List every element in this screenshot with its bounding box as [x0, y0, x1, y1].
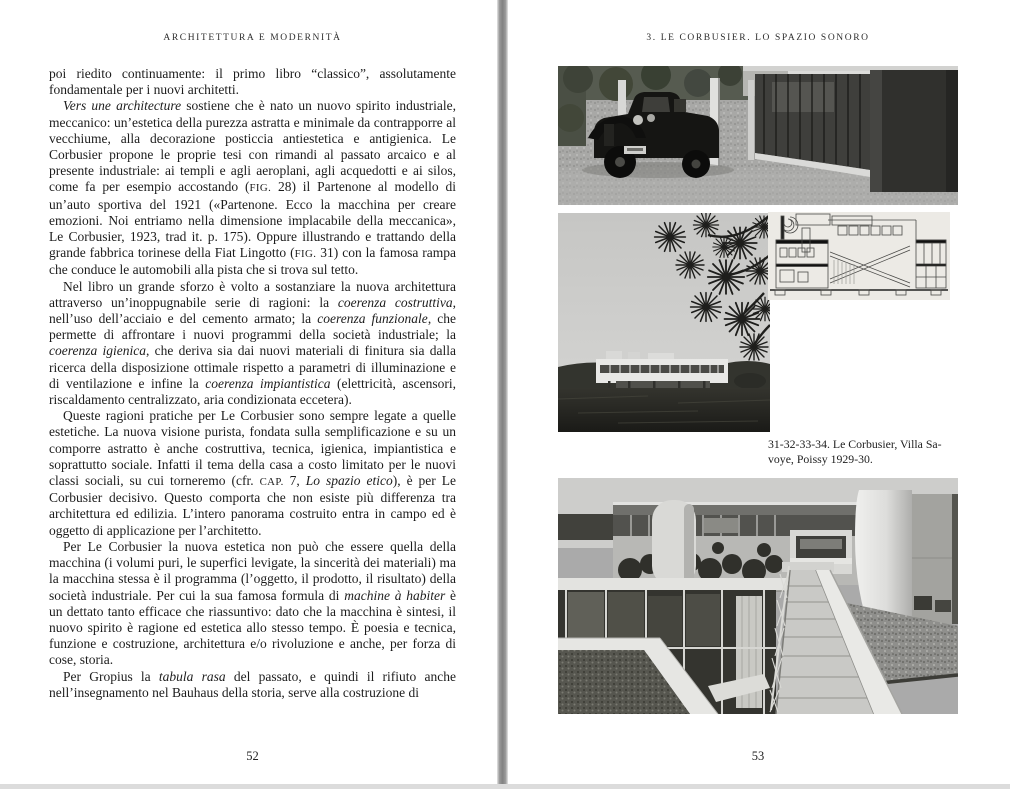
paragraph: Queste ragioni pratiche per Le Corbusier sono sempre legate a quelle estetiche. La nuova visione purista, fondata sulla semplificazione e su un comporre astratto è anche costruttiva, tecnica, igienica, impiantistica e soprattutto sociale. Infatti il tema della casa a costo limitato per le nuovi classi sociali, su cui torneremo (cfr. CAP. 7, Lo spazio etico), è per Le Corbusier decisivo. Questo comporta che non esiste più differenza tra architettura ed edilizia. L’intero panorama costruito entra in campo ed è oggetto di applicazione per l’architetto.: [49, 408, 457, 538]
page-number-left: 52: [246, 749, 259, 763]
scan-bottom-edge: [0, 784, 1010, 789]
car-entrance-illustration: [558, 66, 958, 205]
section-drawing-illustration: [768, 212, 950, 300]
figure-photo-villa-meadow: [558, 213, 770, 432]
figure-photo-roof-terrace: [558, 478, 958, 714]
roof-terrace-illustration: [558, 478, 958, 714]
paragraph: Per Gropius la tabula rasa del passato, e quindi il rifiuto anche nell’insegnamento nel Bauhaus della storia, serve alla costruzione di: [49, 668, 456, 700]
villa-meadow-illustration: [558, 213, 770, 432]
figure-caption: [768, 437, 973, 467]
paragraph: Nel libro un grande sforzo è volto a sostanziare la nuova architettura attraverso un’inoppugnabile serie di ragioni: la coerenza costruttiva, nell’uso dell’acciaio e del cemento armato; la coerenza funzionale, che permette di affrontare i nuovi programmi della società industriale; la coerenza igienica, che deriva sia dai nuovi materiali di finitura sia dalla ricerca della disposizione ottimale rispetto a parametri di illuminazione e di ventilazione e infine la coerenza impiantistica (elettricità, ascensori, riscaldamento centralizzato, aria condizionata eccetera).: [49, 278, 457, 408]
figure-caption-line2: voye, Poissy 1929-30.: [768, 452, 873, 466]
paragraph: poi riedito continuamente: il primo libro “classico”, assolutamente fondamentale per i nuovi architetti.: [49, 66, 456, 98]
figure-section-drawing: [768, 212, 950, 300]
text-column: [49, 66, 456, 701]
running-head-left: ARCHITETTURA E MODERNITÀ: [163, 33, 342, 43]
running-head-right: 3. LE CORBUSIER. LO SPAZIO SONORO: [646, 33, 870, 43]
figure-photo-car-entrance: [558, 66, 958, 205]
page-number-right: 53: [751, 749, 765, 763]
book-gutter: [497, 0, 508, 785]
figure-caption-line1: 31-32-33-34. Le Corbusier, Villa Sa-: [768, 437, 942, 451]
paragraph: Vers une architecture sostiene che è nato un nuovo spirito industriale, meccanico: un’estetica della purezza astratta e minimale da contrapporre al vecchiume, alla decorazione posticcia antiestetica e antigienica. Le Corbusier propone le proprie tesi con rimandi al passato arcaico e al presente industriale: ai templi e agli aeroplani, agli acquedotti e ai silos, come fa per esempio accostando (FIG. 28) il Partenone al modello di un’auto sportiva del 1921 («Partenone. Ecco la macchina per creare emozioni. Noi entriamo nella dimensione implacabile della meccanica», Le Corbusier, 1923, trad it. p. 175). Oppure illustrando e trattando della grande fabbrica torinese della Fiat Lingotto (FIG. 31) con la famosa rampa che conduce le automobili alla pista che si trova sul tetto.: [49, 98, 456, 278]
paragraph: Per Le Corbusier la nuova estetica non può che essere quella della macchina (i volumi puri, le superfici levigate, la sincerità dei materiali) ma la macchina stessa è il programma (l’oggetto, il prodotto, il risultato) della società industriale. Per cui la sua famosa formula di machine à habiter è un dettato tanto efficace che riassuntivo: dato che la macchina è sintesi, il nuovo spirito è ragione ed estetica allo stesso tempo. È poesia e tecnica, funzione e costruzione, architettura e/o rivoluzione e anche, per forza di cose, storia.: [49, 538, 456, 668]
